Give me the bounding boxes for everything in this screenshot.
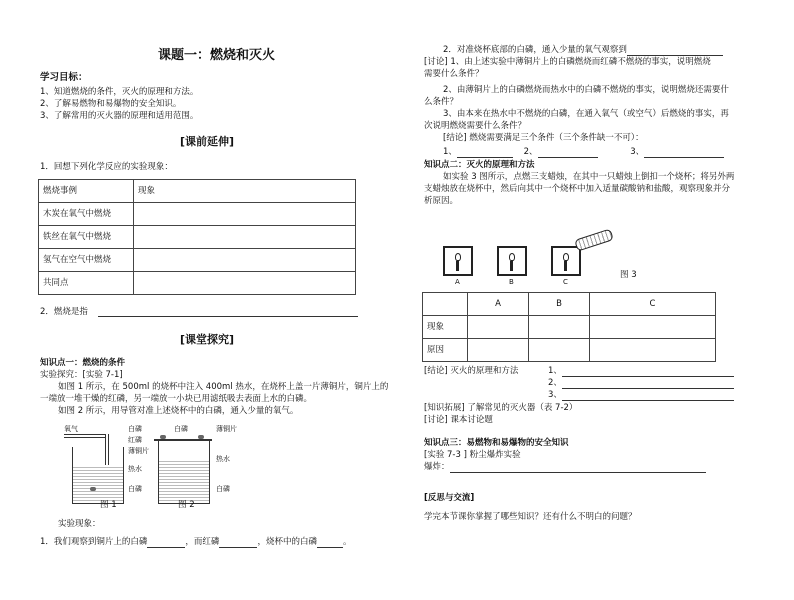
- table-header: B: [529, 293, 590, 316]
- table-row: [423, 293, 716, 316]
- method-3: 3、: [548, 390, 734, 401]
- answer-cell[interactable]: [529, 339, 590, 362]
- page-title: 课题一：燃烧和灭火: [158, 48, 276, 63]
- extinguish-table: [422, 292, 716, 362]
- reaction-table: [38, 179, 356, 295]
- answer-cell[interactable]: [134, 203, 356, 226]
- paragraph-1a: 如图 1 所示，在 500ml 的烧杯中注入 400ml 热水，在烧杯上盖一片薄铜片，铜片上的: [58, 382, 389, 392]
- answer-cell[interactable]: [468, 316, 529, 339]
- answer-blank[interactable]: [644, 147, 724, 158]
- answer-blank[interactable]: [317, 537, 343, 548]
- letter-b: B: [509, 278, 514, 286]
- experiment-3b: 支蜡烛放在烧杯中，然后向其中一个烧杯中加入适量碳酸钠和盐酸，观察现象并分: [424, 184, 731, 194]
- goal-3: 3、了解常用的灭火器的原理和适用范围。: [40, 111, 199, 121]
- conditions-line: 1、 2、 3、: [443, 147, 724, 158]
- figure-2-caption: 图 2: [178, 500, 195, 510]
- discussion-1a: [讨论] 1、由上述实验中薄铜片上的白磷燃烧而红磷不燃烧的事实，说明燃烧: [424, 57, 711, 67]
- answer-cell[interactable]: [590, 316, 716, 339]
- table-cell: 氢气在空气中燃烧: [39, 249, 134, 272]
- table-row: [423, 339, 716, 362]
- answer-blank[interactable]: [562, 366, 734, 377]
- table-cell: 原因: [423, 339, 468, 362]
- experiment-7-3: [实验 7-3 ] 粉尘爆炸实验: [424, 450, 521, 460]
- answer-blank[interactable]: [98, 316, 358, 317]
- answer-cell[interactable]: [134, 226, 356, 249]
- conclusion-1: [结论] 燃烧需要满足三个条件（三个条件缺一不可）：: [443, 133, 644, 143]
- paragraph-2: 如图 2 所示，用导管对准上述烧杯中的白磷，通入少量的氧气。: [58, 406, 299, 416]
- in-class-heading: [课堂探究]: [180, 333, 235, 346]
- answer-blank[interactable]: [562, 378, 734, 389]
- table-row: [39, 226, 356, 249]
- discussion-textbook: [讨论] 课本讨论题: [424, 415, 493, 425]
- reflection-question: 学完本节课你掌握了哪些知识？还有什么不明白的问题？: [424, 512, 637, 522]
- goal-1: 1、知道燃烧的条件，灭火的原理和方法。: [40, 87, 199, 97]
- discussion-2b: 么条件？: [424, 97, 459, 107]
- candle-box-b: [497, 246, 527, 276]
- discussion-3a: 3、由本来在热水中不燃烧的白磷，在通入氧气（或空气）后燃烧的事实，再: [443, 109, 729, 119]
- question-2: 2．燃烧是指: [40, 307, 88, 317]
- table-cell: 木炭在氧气中燃烧: [39, 203, 134, 226]
- knowledge-point-3: 知识点三：易燃物和易爆物的安全知识: [424, 438, 569, 448]
- observation-2: 2．对准烧杯底部的白磷，通入少量的氧气观察到: [443, 45, 723, 56]
- table-row: [423, 316, 716, 339]
- answer-blank[interactable]: [147, 537, 185, 548]
- letter-a: A: [455, 278, 460, 286]
- table-header: 现象: [134, 180, 356, 203]
- experiment-3c: 析原因。: [424, 196, 459, 206]
- pouring-beaker-icon: [574, 228, 614, 251]
- table-cell: 铁丝在氧气中燃烧: [39, 226, 134, 249]
- method-1: 1、: [548, 366, 734, 377]
- figure-3: [440, 222, 620, 290]
- method-2: 2、: [548, 378, 734, 389]
- table-header: [423, 293, 468, 316]
- beaker-icon: [158, 441, 210, 504]
- answer-blank[interactable]: [538, 147, 598, 158]
- table-row: [39, 180, 356, 203]
- paragraph-1b: 一端放一堆干燥的红磷，另一端放一小块已用滤纸吸去表面上水的白磷。: [40, 394, 313, 404]
- table-header: A: [468, 293, 529, 316]
- table-cell: 共同点: [39, 272, 134, 295]
- knowledge-point-1: 知识点一：燃烧的条件: [40, 358, 126, 368]
- beaker-icon: [72, 447, 124, 504]
- knowledge-point-2: 知识点二：灭火的原理和方法: [424, 160, 535, 170]
- knowledge-extension: [知识拓展] 了解常见的灭火器（表 7-2）: [424, 403, 578, 413]
- answer-blank[interactable]: [219, 537, 257, 548]
- conclusion-2: [结论] 灭火的原理和方法: [424, 366, 519, 376]
- table-row: [39, 203, 356, 226]
- table-row: [39, 249, 356, 272]
- explosion-line: 爆炸：: [424, 462, 706, 473]
- answer-blank[interactable]: [457, 147, 513, 158]
- goal-2: 2、了解易燃物和易爆物的安全知识。: [40, 99, 182, 109]
- goals-heading: 学习目标：: [40, 72, 88, 83]
- figure-1: 氧气 白磷 红磷 薄铜片 热水 白磷: [60, 425, 170, 505]
- experiment-3a: 如实验 3 图所示，点燃三支蜡烛，在其中一只蜡烛上倒扣一个烧杯；将另外两: [443, 172, 735, 182]
- answer-blank[interactable]: [562, 390, 734, 401]
- experiment-label: 实验探究：[实验 7-1]: [40, 370, 123, 380]
- figure-2: 白磷 薄铜片 热水 白磷: [150, 425, 260, 505]
- answer-blank[interactable]: [627, 45, 723, 56]
- table-cell: 现象: [423, 316, 468, 339]
- observation-1: 1．我们观察到铜片上的白磷 ，而红磷 ，烧杯中的白磷 。: [40, 537, 352, 547]
- answer-blank[interactable]: [450, 462, 706, 473]
- figure-3-caption: 图 3: [620, 270, 637, 280]
- question-1: 1．回想下列化学反应的实验现象：: [40, 162, 173, 172]
- letter-c: C: [563, 278, 568, 286]
- answer-cell[interactable]: [468, 339, 529, 362]
- table-header: 燃烧事例: [39, 180, 134, 203]
- candle-box-c: [551, 246, 581, 276]
- figure-1-caption: 图 1: [100, 500, 117, 510]
- candle-box-a: [443, 246, 473, 276]
- answer-cell[interactable]: [590, 339, 716, 362]
- answer-cell[interactable]: [134, 249, 356, 272]
- discussion-1b: 需要什么条件？: [424, 69, 484, 79]
- discussion-2a: 2、由薄铜片上的白磷燃烧而热水中的白磷不燃烧的事实，说明燃烧还需要什: [443, 85, 729, 95]
- answer-cell[interactable]: [134, 272, 356, 295]
- table-row: [39, 272, 356, 295]
- pre-class-heading: [课前延伸]: [180, 135, 235, 148]
- answer-cell[interactable]: [529, 316, 590, 339]
- discussion-3b: 次说明燃烧需要什么条件？: [424, 121, 527, 131]
- reflection-heading: [反思与交流]: [424, 493, 475, 503]
- phenomena-label: 实验现象：: [58, 519, 101, 529]
- table-header: C: [590, 293, 716, 316]
